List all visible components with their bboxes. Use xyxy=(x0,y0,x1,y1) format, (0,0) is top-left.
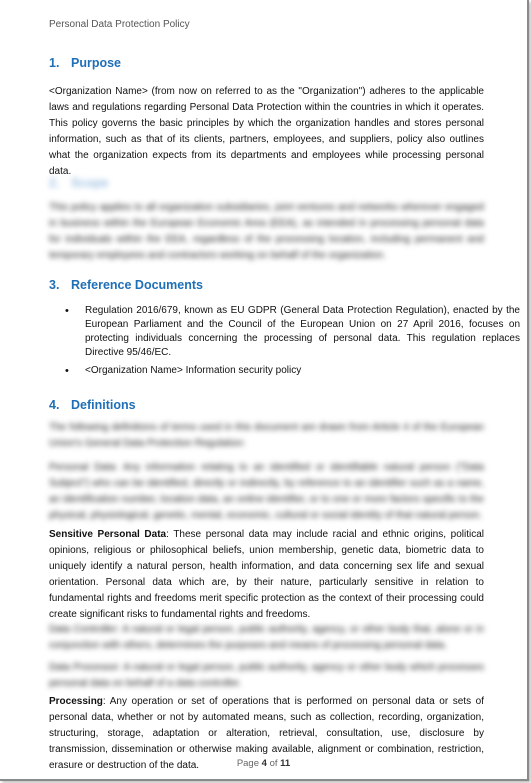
definition-sensitive-data xyxy=(49,527,484,623)
heading-text: Definitions xyxy=(71,398,136,412)
page-number: 4 xyxy=(261,758,267,769)
list-item: • Regulation 2016/679, known as EU GDPR (General Data Protection Regulation), enacted by the European Parliament and the Council of the European Union on 27 April 2016, focuses on protecting individuals concerning the processing of personal data. This regulation replaces Directive 95/46/EC. xyxy=(85,304,520,360)
page-header: Personal Data Protection Policy xyxy=(49,19,190,30)
heading-number: 1. xyxy=(49,56,60,70)
definition-text: : These personal data may include racial and ethnic origins, political opinions, religious or philosophical beliefs, union membership, genetic data, biometric data to uniquely identify a natural person, health information, and data concerning sex life and sexual orientation. Personal data which are, by their nature, particularly sensitive in relation to fundamental rights and freedoms merit specific protection as the context of their processing could create significant risks to fundamental rights and freedoms. xyxy=(49,529,484,620)
heading-scope xyxy=(49,176,109,190)
heading-definitions xyxy=(49,398,136,412)
definition-data-processor: Data Processor: A natural or legal person, public authority, agency or other body which processes personal data on behalf of a data controller. xyxy=(49,662,484,689)
definition-personal-data: Personal Data: Any information relating to an identified or identifiable natural person ("Data Subject") who can be identified, directly or indirectly, by reference to an identifier such as a name, an identification number, location data, an online identifier, or to one or more factors specific to the physical, physiological, genetic, mental, economic, cultural or social identity of that natural person. xyxy=(49,462,484,521)
scope-paragraph: This policy applies to all organization subsidiaries, joint ventures and networks wherever engaged in business within the European Economic Area (EEA), as intended in processing personal data for individuals within the EEA, regardless of the processing location, including permanent and temporary employees and contractors working on behalf of the organization. xyxy=(49,202,484,261)
heading-reference-documents xyxy=(49,278,203,292)
page-footer xyxy=(0,758,527,769)
heading-number: 3. xyxy=(49,278,60,292)
page-of-label: of xyxy=(266,758,281,769)
heading-number: 2. xyxy=(49,176,60,190)
page-label: Page xyxy=(236,758,262,769)
heading-number: 4. xyxy=(49,398,60,412)
heading-text: Purpose xyxy=(71,56,122,70)
page-total: 11 xyxy=(280,758,291,769)
list-item: • <Organization Name> Information security policy xyxy=(85,364,520,378)
purpose-paragraph: <Organization Name> (from now on referred to as the "Organization") adheres to the applicable laws and regulations regarding Personal Data Protection within the countries in which it operates. This policy governs the basic principles by which the organization handles and stores personal information, such as that of its clients, partners, employees, and suppliers, policy also outlines what the organization expects from its departments and employees while processing personal data. xyxy=(49,86,484,177)
definition-term: Sensitive Personal Data xyxy=(49,529,167,540)
definitions-intro: The following definitions of terms used in this document are drawn from Article 4 of the European Union's General Data Protection Regulation: xyxy=(49,422,484,449)
heading-purpose xyxy=(49,56,121,70)
definition-term: Processing xyxy=(49,696,103,707)
heading-text: Scope xyxy=(71,176,109,190)
definition-data-controller: Data Controller: A natural or legal person, public authority, agency, or other body that, alone or in conjunction with others, determines the purposes and means of processing personal data. xyxy=(49,624,484,651)
reference-list xyxy=(49,304,520,382)
heading-text: Reference Documents xyxy=(71,278,203,292)
definition-text: : Any operation or set of operations that is performed on personal data or sets of personal data, whether or not by automated means, such as collection, recording, organization, structuring, storage, adaptation or alteration, retrieval, consultation, use, disclosure by transmission, dissemination or otherwise making available, alignment or combination, restriction, erasure or destruction of the data. xyxy=(49,696,484,771)
